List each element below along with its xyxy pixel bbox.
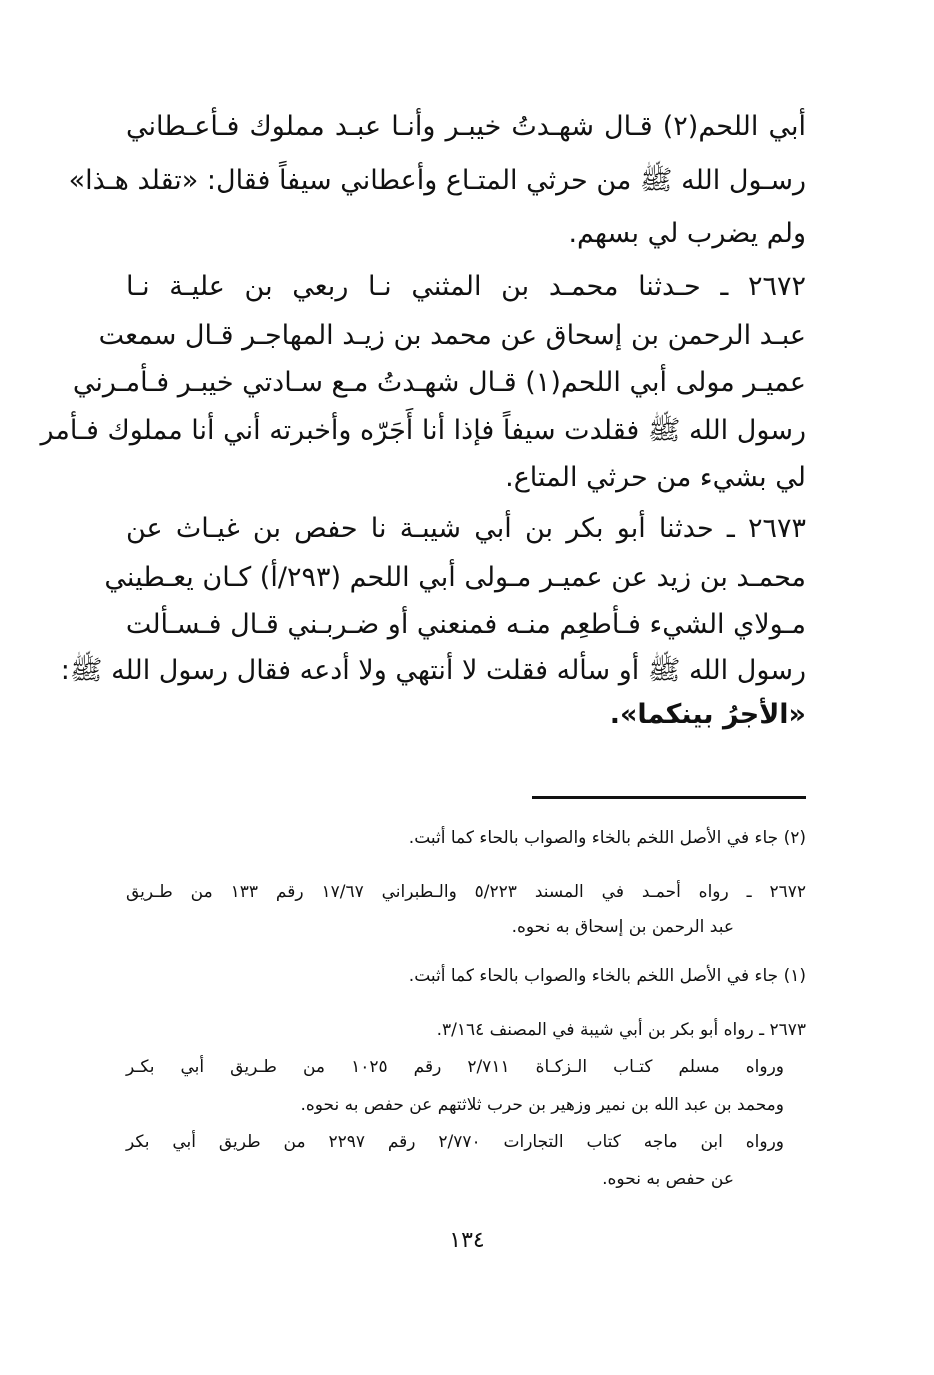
hadith-2672-line2: عبـد الرحمن بن إسحاق عن محمد بن زيـد المهاجـر قـال سمعت xyxy=(98,320,806,351)
footnote-2673-line2: ورواه مسلم كتـاب الـزكـاة ٢/٧١١ رقم ١٠٢٥ من طـريق أبي بكـر xyxy=(126,1057,784,1077)
hadith-2672-line4: رسول الله ﷺ فقلدت سيفاً فإذا أنا أَجَرّه وأخبرته أني أنا مملوك فـأمر xyxy=(40,415,806,446)
hadith-2673-line4: رسول الله ﷺ أو سأله فقلت لا أنتهي ولا أدعه فقال رسول الله ﷺ: xyxy=(60,655,806,686)
hadith-2672-line3: عميـر مولى أبي اللحم(١) قـال شهـدتُ مـع سـادتي خيبـر فـأمـرني xyxy=(72,367,806,398)
hadith-2672-line5: لي بشيء من حرثي المتاع. xyxy=(505,462,806,493)
page-number: ١٣٤ xyxy=(449,1228,485,1253)
paragraph1-line2: رسـول الله ﷺ من حرثي المتـاع وأعطاني سيفاً فقال: «تقلد هـذا» xyxy=(68,165,806,196)
footnote-2673-line1: ٢٦٧٣ ـ رواه أبو بكر بن أبي شيبة في المصنف ٣/١٦٤. xyxy=(436,1020,806,1040)
footnote-1: (١) جاء في الأصل اللخم بالخاء والصواب بالحاء كما أثبت. xyxy=(408,966,806,986)
footnote-2672-line2: عبد الرحمن بن إسحاق به نحوه. xyxy=(511,917,734,937)
hadith-2673-line5: «الأجرُ بينكما». xyxy=(609,699,806,730)
paragraph1-line1: أبي اللحم(٢) قـال شهـدتُ خيبـر وأنـا عبـد مملوك فـأعـطاني xyxy=(126,111,806,142)
hadith-2672-line1: ٢٦٧٢ ـ حـدثنا محمـد بن المثني نـا ربعي بن عليـة نـا xyxy=(126,271,806,302)
hadith-2673-line2: محمـد بن زيد عن عميـر مـولى أبي اللحم (٢٩٣/أ) كـان يعـطيني xyxy=(104,562,806,593)
footnote-separator xyxy=(532,796,806,799)
paragraph1-line3: ولم يضرب لي بسهم. xyxy=(568,218,806,249)
footnote-2672-line1: ٢٦٧٢ ـ رواه أحمـد في المسند ٥/٢٢٣ والـطبراني ١٧/٦٧ رقم ١٣٣ من طـريق xyxy=(126,882,807,902)
footnote-2673-line3: ومحمد بن عبد الله بن نمير وزهير بن حرب ثلاثتهم عن حفص به نحوه. xyxy=(300,1095,784,1115)
footnote-2: (٢) جاء في الأصل اللخم بالخاء والصواب بالحاء كما أثبت. xyxy=(408,828,806,848)
footnote-2673-line5: عن حفص به نحوه. xyxy=(602,1169,734,1189)
hadith-2673-line3: مـولاي الشيء فـأطعِم منـه فمنعني أو ضـربـني قـال فـسـألت xyxy=(125,609,806,640)
footnote-2673-line4: ورواه ابن ماجه كتاب التجارات ٢/٧٧٠ رقم ٢٢٩٧ من طريق أبي بكر xyxy=(126,1132,784,1152)
hadith-2673-line1: ٢٦٧٣ ـ حدثنا أبو بكر بن أبي شيبـة نا حفص بن غيـاث عن xyxy=(126,513,806,544)
